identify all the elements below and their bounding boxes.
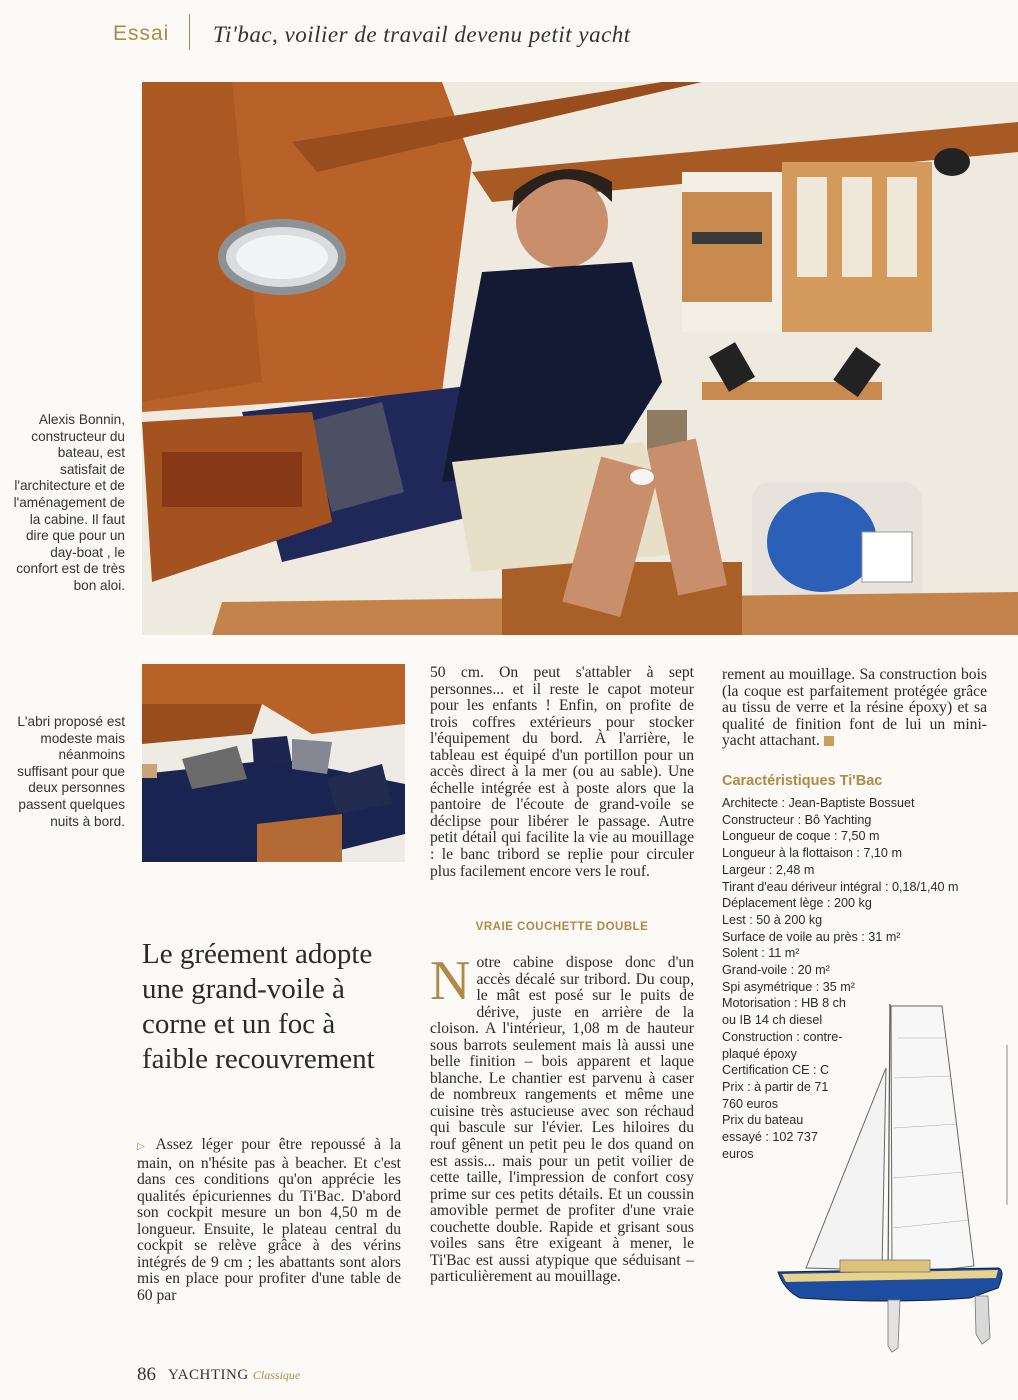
spec-line: Lest : 50 à 200 kg (722, 912, 823, 927)
article-title: Ti'bac, voilier de travail devenu petit yacht (213, 22, 631, 47)
spec-line: Architecte : Jean-Baptiste Bossuet (722, 796, 915, 810)
spec-line: Constructeur : Bô Yachting (722, 812, 872, 827)
sailboat-drawing (770, 998, 1010, 1370)
pull-quote: Le gréement adopte une grand-voile à corne et un foc à faible recouvrement (142, 938, 375, 1075)
specs-title: Caractéristiques Ti'Bac (722, 773, 883, 789)
drop-cap: N (430, 950, 471, 1012)
spec-line: Spi asymétrique : 35 m² (722, 979, 855, 994)
magazine-title: YACHTING (168, 1367, 249, 1383)
spec-line: plaqué époxy (722, 1046, 797, 1061)
cabin-berth-photo (142, 664, 405, 862)
spec-line: ou IB 14 ch diesel (722, 1013, 823, 1028)
subheading: VRAIE COUCHETTE DOUBLE (475, 921, 649, 933)
spec-line: Longueur à la flottaison : 7,10 m (722, 846, 902, 861)
spec-line: Déplacement lège : 200 kg (722, 896, 872, 911)
column-1-text: Assez léger pour être repoussé à la main, on n'hésite pas à beacher. Et c'est dans ces conditions qu'on apprécie les qualités épicuriennes du Ti'Bac. D'abord son cockpit mesure un bon 4,50 m de longueur. Ensuite, le plateau central du cockpit se relève grâce à des vérins intégrés de 9 cm ; les abattants sont alors mis en place pour profiter d'une table de 60 par (137, 1136, 401, 1304)
column-2-top-text: 50 cm. On peut s'attabler à sept personnes... et il reste le capot moteur pour les enfants ! Enfin, on profite de trois coffres extérieurs pour stocker l'équipement du bord. À l'arrière, le tableau est équipé d'un portillon pour un accès direct à la mer (ou au sable). Une échelle intégrée est à poste alors que la pantoire de l'écoute de grand-voile se déclipse pour libérer le passage. Autre petit détail qui facilite la vie au mouillage : le banc tribord se replie pour circuler plus facilement encore vers le rouf. (430, 664, 694, 880)
spec-line: Largeur : 2,48 m (722, 862, 815, 877)
article-column-2 (430, 665, 694, 880)
spec-line: essayé : 102 737 (722, 1130, 818, 1145)
small-photo-caption: L'abri proposé est modeste mais néanmoins suffisant pour que deux personnes passent quelques nuits à bord. (17, 714, 125, 829)
column-2-bottom-text: otre cabine dispose donc d'un accès décalé sur tribord. Du coup, le mât est posé sur le puits de dérive, juste en arrière de la cloison. A l'intérieur, 1,08 m de hauteur sous barrots seulement mais là aussi une belle finition – bois apparent et laque blanche. Le chantier est parvenu à caser de nombreux rangements et même une cuisine très astucieuse avec son réchaud qui bascule sur l'évier. Les hiloires du rouf gênent un petit peu le dos quand on est assis... mais pour un petit voilier de cette taille, l'impression de confort cosy prime sur ces petits détails. Et un coussin amovible permet de profiter d'une vraie couchette double. Rapide et grisant sous voiles sans être exigeant à mener, le Ti'Bac est aussi atypique que séduisant – particulièrement au mouillage. (430, 954, 694, 1286)
article-column-2-bottom (430, 950, 694, 1286)
spec-line: Construction : contre- (722, 1029, 843, 1044)
article-column-3 (722, 667, 987, 750)
spec-line: Surface de voile au près : 31 m² (722, 929, 901, 944)
spec-line: euros (722, 1146, 754, 1161)
magazine-name (168, 1367, 300, 1384)
cabin-photo (142, 82, 1018, 635)
spec-line: Prix : à partir de 71 (722, 1079, 829, 1094)
spec-line: Longueur de coque : 7,50 m (722, 829, 880, 844)
spec-line: Grand-voile : 20 m² (722, 963, 830, 978)
main-photo-caption: Alexis Bonnin, constructeur du bateau, est satisfait de l'architecture et de l'aménagement de la cabine. Il faut dire que pour un day-boat , le confort est de très bon aloi. (13, 412, 125, 593)
section-label: Essai (113, 22, 170, 45)
spec-line: Motorisation : HB 8 ch (722, 996, 846, 1011)
triangle-marker-icon: ▷ (137, 1141, 150, 1152)
header-divider (189, 14, 190, 50)
end-mark-icon (824, 736, 834, 746)
spec-line: Certification CE : C (722, 1063, 830, 1078)
column-3-text: rement au mouillage. Sa construction bois (la coque est parfaitement protégée grâce au tissu de verre et la résine époxy) et sa qualité de finition font de lui un mini-yacht attachant. (722, 666, 987, 750)
photo-credit-mark (1000, 1045, 1014, 1205)
spec-line: Tirant d'eau dériveur intégral : 0,18/1,40 m (722, 879, 959, 894)
spec-line: 760 euros (722, 1096, 779, 1111)
article-column-1 (137, 1137, 401, 1304)
spec-line: Solent : 11 m² (722, 946, 800, 961)
page-number: 86 (137, 1364, 156, 1385)
magazine-subtitle: Classique (252, 1368, 301, 1382)
spec-line: Prix du bateau (722, 1113, 804, 1128)
